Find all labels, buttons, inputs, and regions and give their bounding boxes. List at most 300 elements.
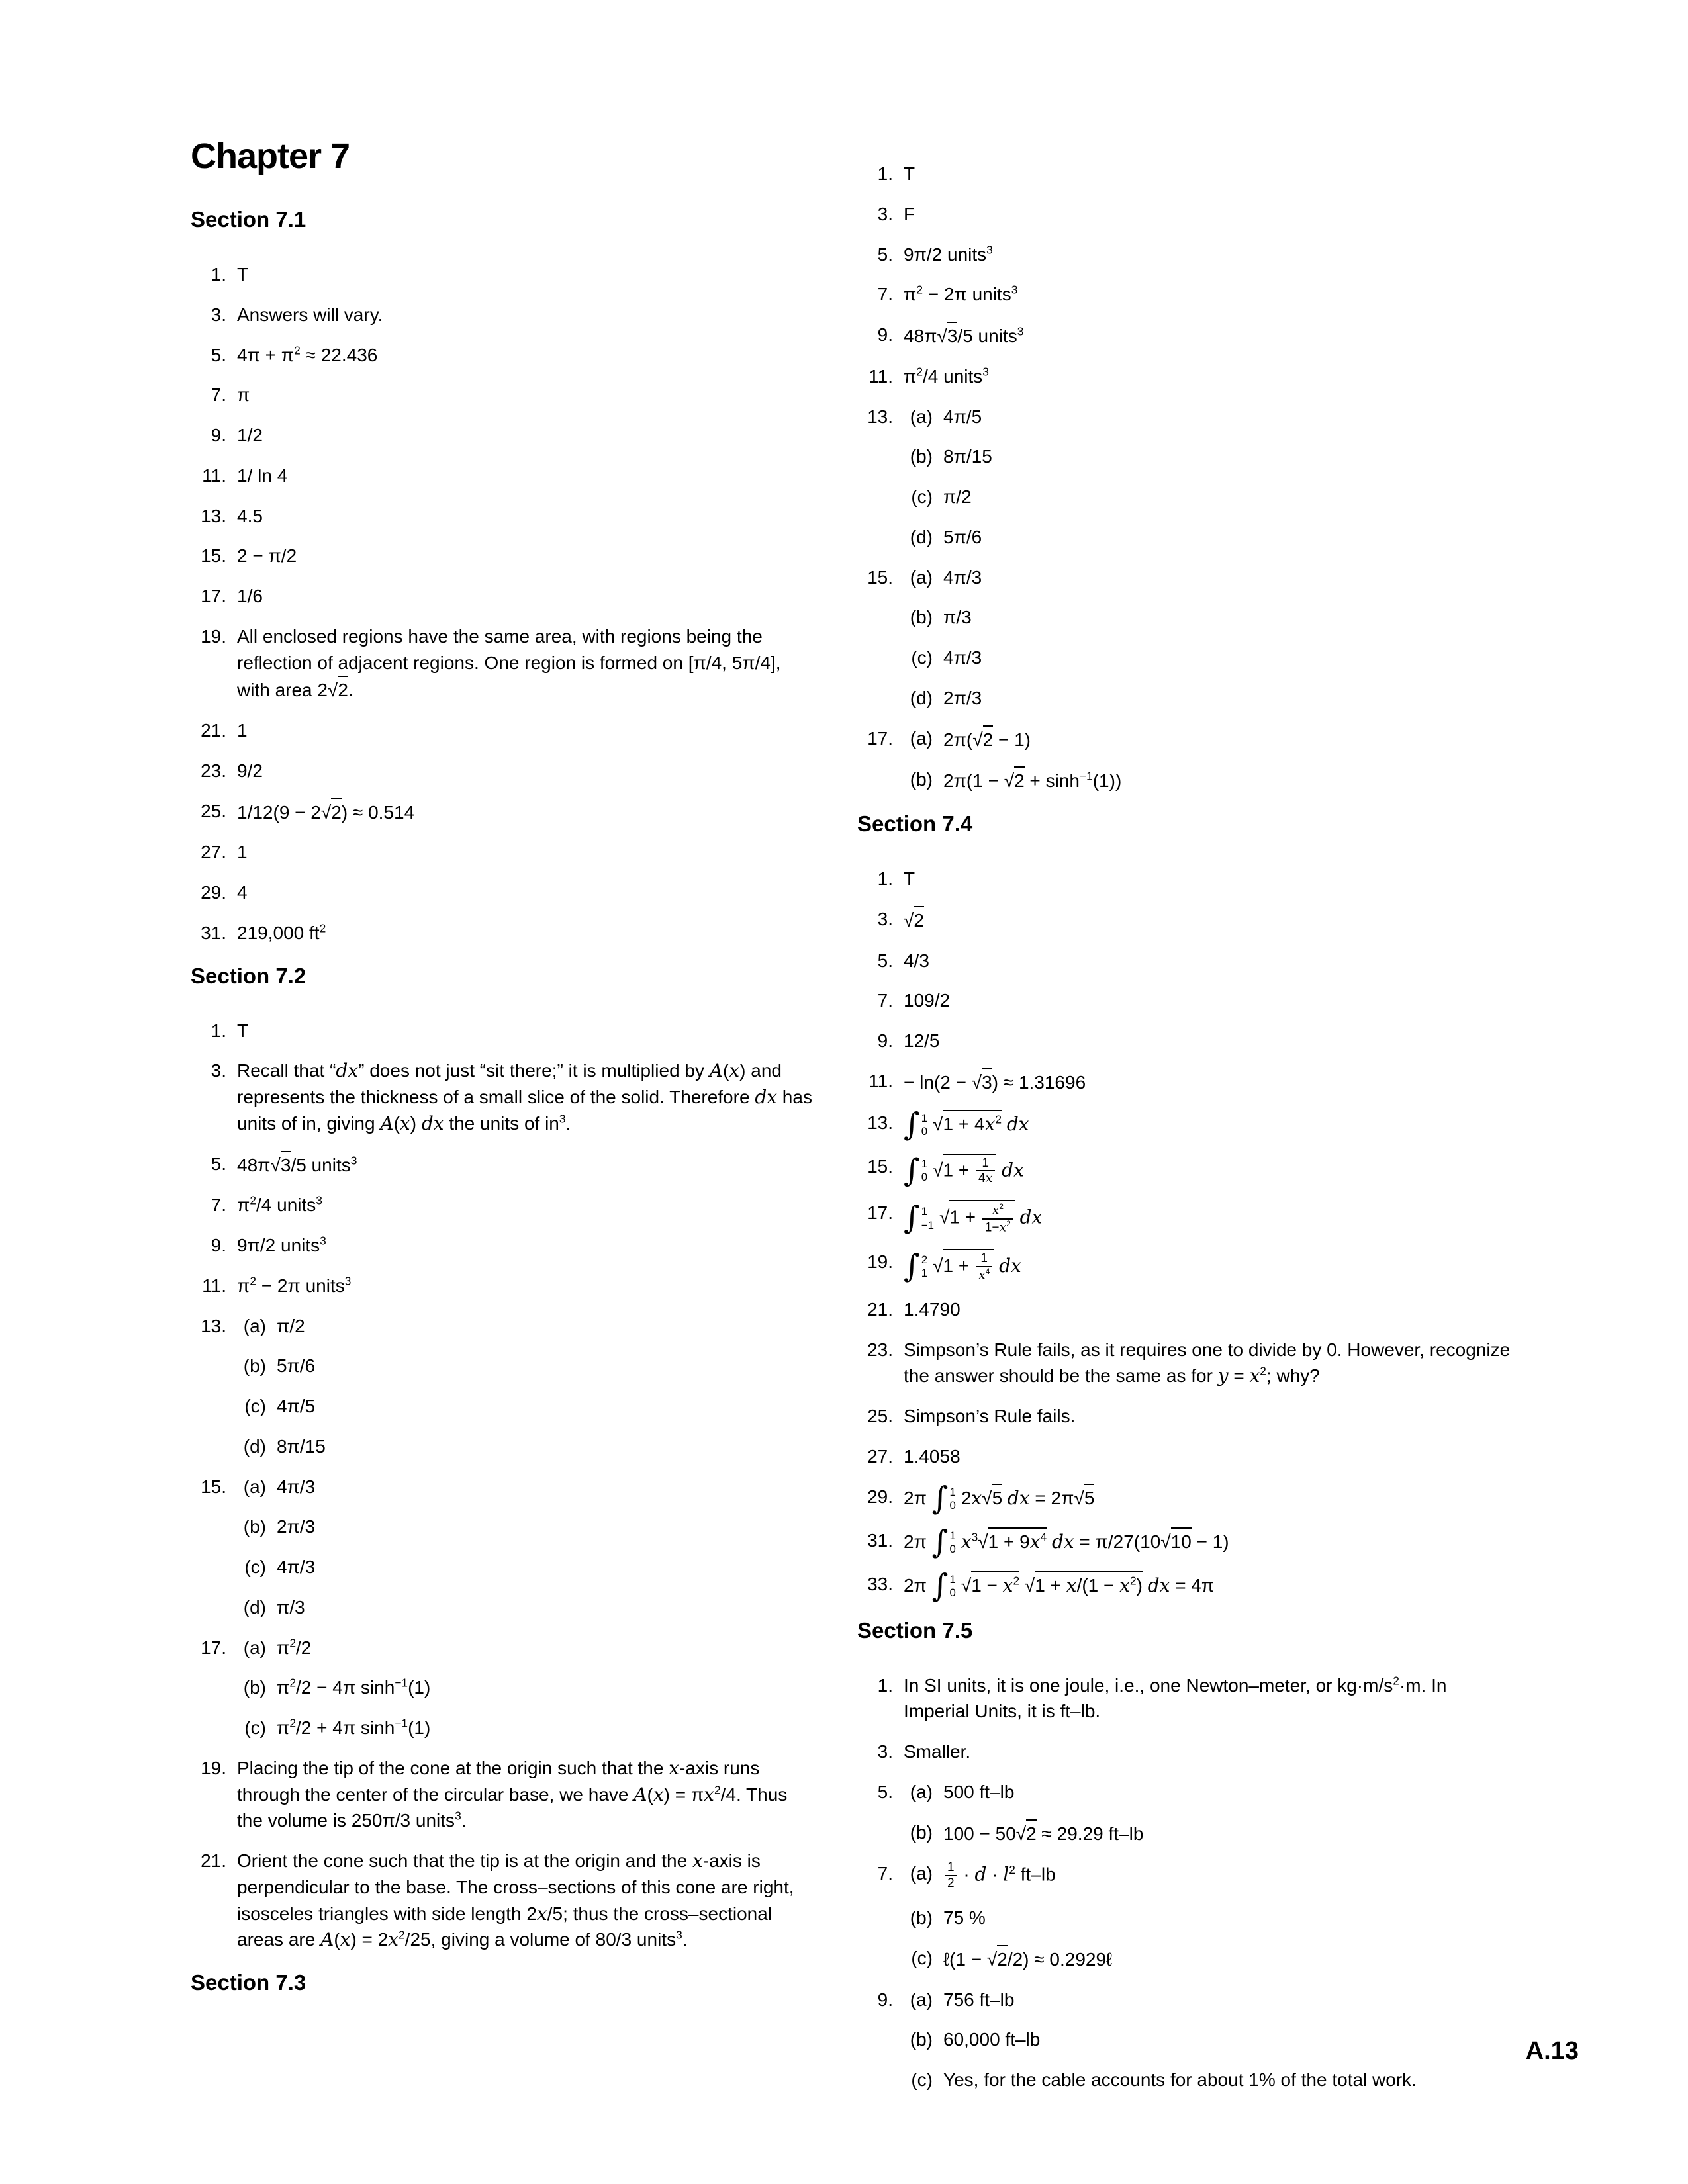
answer-item (857, 363, 1516, 390)
item-number: 17. (867, 727, 893, 749)
item-number: 17. (867, 1203, 893, 1224)
sub-item-label: (a) (243, 1315, 266, 1336)
sub-item-text: 2π/3 (943, 687, 982, 708)
item-number: 13. (867, 1112, 893, 1133)
item-number: 7. (877, 990, 893, 1011)
sub-item-label: (a) (910, 727, 933, 749)
right-column (857, 161, 1516, 2107)
item-body (904, 1443, 1516, 1470)
answer-item (191, 1635, 816, 1741)
item-body (904, 565, 1516, 711)
answer-item (191, 1232, 816, 1259)
sub-item-text: 5π/6 (277, 1355, 316, 1377)
sub-item-text: ℓ(1 − √2/2) ≈ 0.2929ℓ (943, 1945, 1112, 1973)
answer-item (191, 261, 816, 288)
left-column (191, 136, 816, 2025)
item-text: $\pi^2 - 2\pi$ units$^3$ (904, 283, 1018, 305)
item-text: 1/ ln 4 (237, 465, 288, 486)
item-text: Placing the tip of the cone at the origin such that the x-axis runs through the center of the circular base, we have $A(x) = \pi x^2/4$. Thus the volume is 250π/3 units$^3$. (237, 1756, 788, 1831)
sub-item-label: (d) (243, 1435, 266, 1457)
item-body (904, 281, 1516, 308)
sub-item-text: 500 ft–lb (943, 1781, 1015, 1802)
item-text: $\pi^2/4$ units$^3$ (904, 365, 989, 387)
sub-item-label: (b) (243, 1355, 266, 1377)
item-body (904, 161, 1516, 187)
item-body (237, 382, 816, 408)
item-body (904, 725, 1516, 795)
sub-item-label: (a) (243, 1476, 266, 1497)
item-number: 13. (867, 406, 893, 427)
item-number: 9. (211, 1235, 226, 1255)
item-text: T (904, 163, 915, 184)
sub-item-text: 4π/3 (943, 567, 982, 588)
item-text: 109/2 (904, 990, 951, 1011)
item-number: 1. (877, 1674, 893, 1696)
answer-item (191, 422, 816, 449)
sub-item (228, 1433, 816, 1460)
answer-item (191, 1192, 816, 1218)
sub-item-text: 2π(√2 − 1) (943, 725, 1031, 753)
sub-item-text: π/3 (277, 1596, 305, 1617)
answer-item (857, 1249, 1516, 1283)
sub-item-text: Yes, for the cable accounts for about 1% of the total work. (943, 2070, 1417, 2091)
item-body (237, 503, 816, 529)
answer-item (857, 565, 1516, 711)
item-number: 15. (867, 1156, 893, 1177)
answer-item (191, 1018, 816, 1044)
answer-item (857, 1154, 1516, 1187)
item-text: 2π ∫ 1 0 2x√5 dx = 2π√5 (904, 1480, 1095, 1517)
item-number: 17. (201, 1637, 226, 1658)
item-number: 21. (867, 1298, 893, 1320)
item-number: 23. (867, 1339, 893, 1360)
item-number: 5. (877, 950, 893, 971)
sub-item-label: (c) (244, 1717, 266, 1738)
item-text: 48π√3/5 units$^3$ (904, 322, 1516, 349)
item-text: √2 (904, 906, 1516, 934)
sub-item-text: π/2 (943, 486, 972, 507)
answer-item (857, 242, 1516, 268)
sub-item-label: (c) (911, 486, 933, 507)
sub-item-text: π/3 (943, 607, 972, 628)
item-number: 7. (877, 284, 893, 305)
sub-item-label: (a) (243, 1637, 266, 1658)
sub-item (894, 404, 1516, 430)
item-text: T (237, 1020, 249, 1041)
item-body (237, 543, 816, 569)
item-text: π (237, 385, 250, 406)
sub-item (228, 1313, 816, 1340)
sub-item-text: 4π/3 (277, 1476, 316, 1497)
sub-item (894, 604, 1516, 631)
sub-item-label: (c) (911, 2070, 933, 2091)
sub-item (228, 1594, 816, 1621)
item-body (904, 987, 1516, 1014)
item-body (237, 1313, 816, 1460)
answer-item (857, 1739, 1516, 1765)
item-number: 5. (211, 1153, 226, 1174)
item-number: 9. (877, 324, 893, 345)
answer-item (857, 1106, 1516, 1143)
sub-item-text: 60,000 ft–lb (943, 2029, 1041, 2050)
answer-item (191, 839, 816, 866)
sub-item (894, 2026, 1516, 2053)
sub-item (894, 565, 1516, 591)
item-text: In SI units, it is one joule, i.e., one Newton–meter, or $kg\cdot m/s^2\cdot m$. In Imperial Units, it is ft–lb. (904, 1674, 1447, 1722)
sub-item-label: (c) (911, 647, 933, 668)
sub-item-text: 756 ft–lb (943, 1989, 1015, 2010)
item-number: 3. (211, 1060, 226, 1081)
sub-item (894, 725, 1516, 753)
item-body (904, 1480, 1516, 1517)
answer-item (857, 1443, 1516, 1470)
sub-item (894, 443, 1516, 470)
sub-item-label: (c) (244, 1557, 266, 1577)
sub-item-label: (b) (910, 1907, 933, 1929)
sub-item-label: (b) (243, 1677, 266, 1698)
item-number: 9. (877, 1989, 893, 2010)
answer-item (191, 1151, 816, 1179)
item-number: 19. (867, 1251, 893, 1272)
sub-item-text: 4π/3 (943, 647, 982, 668)
sub-item-label: (d) (243, 1596, 266, 1617)
sub-item-label: (a) (910, 1989, 933, 2010)
item-text: $4\pi + \pi^2 \approx 22.436$ (237, 343, 378, 365)
answer-item (191, 758, 816, 784)
item-text: 4/3 (904, 950, 929, 971)
item-text: ∫ 1 0 $√1 + 4x^2$ dx (904, 1106, 1029, 1143)
item-text: 9π/2 units$^3$ (904, 243, 993, 265)
sub-item-label: (b) (243, 1516, 266, 1537)
section-heading: Section 7.1 (191, 207, 306, 232)
sub-item-text: $\pi^2/2 - 4\pi$ $\sinh^{-1}(1)$ (277, 1676, 431, 1698)
item-body (904, 906, 1516, 934)
item-text: − ln(2 − √3) ≈ 1.31696 (904, 1068, 1516, 1096)
item-text: 1 (237, 720, 248, 741)
item-body (237, 717, 816, 744)
item-body (904, 242, 1516, 268)
item-text: $\pi^2/4$ units$^3$ (237, 1193, 322, 1216)
sub-item-label: (b) (910, 607, 933, 628)
answer-item (857, 281, 1516, 308)
sub-item-label: (a) (910, 1781, 933, 1802)
item-text: ∫ 2 1 √1 + $\frac{1}{x^4}$ dx (904, 1248, 1021, 1285)
answer-item (857, 906, 1516, 934)
item-text: T (237, 264, 249, 285)
section-heading: Section 7.2 (191, 963, 306, 988)
item-number: 11. (868, 1070, 893, 1091)
item-number: 15. (867, 567, 893, 588)
answer-item (191, 503, 816, 529)
item-body (237, 1635, 816, 1741)
answer-item (191, 583, 816, 610)
item-text: 2π ∫ 1 0 $√1 - x^2$ $√1 + x/(1 - x^2)$ dx = 4π (904, 1567, 1215, 1604)
answer-item (857, 201, 1516, 228)
sub-item-text: 4π/3 (277, 1557, 316, 1577)
item-text: 4.5 (237, 505, 263, 526)
item-number: 29. (867, 1486, 893, 1507)
item-number: 5. (877, 1781, 893, 1802)
item-text: $\pi^2 - 2\pi$ units$^3$ (237, 1274, 352, 1296)
answer-item (191, 1313, 816, 1460)
item-body (904, 1297, 1516, 1323)
answer-item (191, 880, 816, 906)
sub-item-label: (b) (910, 446, 933, 467)
answer-item (857, 161, 1516, 187)
sub-item (228, 1393, 816, 1420)
item-number: 21. (201, 1850, 226, 1871)
sub-item-text: 4π/5 (277, 1396, 316, 1416)
sub-item-text: π/2 (277, 1315, 305, 1336)
answer-item (191, 1755, 816, 1834)
item-text: 9/2 (237, 760, 263, 781)
sub-item-label: (d) (910, 526, 933, 547)
answer-item (191, 463, 816, 489)
item-body (237, 839, 816, 866)
sub-item (894, 1860, 1516, 1891)
answer-item (857, 1403, 1516, 1430)
answer-item (857, 1672, 1516, 1725)
sub-item (894, 484, 1516, 510)
item-body (237, 1018, 816, 1044)
item-body (237, 261, 816, 288)
item-number: 7. (877, 1863, 893, 1884)
item-number: 9. (877, 1030, 893, 1051)
sub-item-label: (a) (910, 1863, 933, 1884)
section-heading: Section 7.3 (191, 1970, 306, 1995)
sub-item-label: (a) (910, 567, 933, 588)
item-text: 219,000 $ft^2$ (237, 921, 326, 943)
item-body (237, 302, 816, 328)
sub-item (894, 685, 1516, 711)
item-body (237, 1273, 816, 1299)
item-text: Orient the cone such that the tip is at the origin and the x-axis is perpendicular to the base. The cross–sections of this cone are right, isosceles triangles with side length 2x/5; thus the cross–sectional areas are $A(x) = 2x^2/25$, giving a volume of 80/3 units$^3$. (237, 1850, 794, 1951)
section-heading: Section 7.4 (857, 811, 973, 836)
sub-item-label: (b) (910, 769, 933, 790)
answer-item (857, 1524, 1516, 1561)
answer-item (857, 987, 1516, 1014)
answer-item (857, 1337, 1516, 1390)
item-number: 19. (201, 625, 226, 647)
sub-item-text: 8π/15 (277, 1435, 326, 1457)
item-number: 3. (877, 203, 893, 224)
item-body (904, 948, 1516, 974)
sub-item (228, 1514, 816, 1540)
answer-item (857, 866, 1516, 892)
answer-item (857, 1480, 1516, 1517)
item-body (237, 463, 816, 489)
item-number: 23. (201, 760, 226, 781)
sub-item-label: (a) (910, 406, 933, 427)
item-text: 9π/2 units$^3$ (237, 1234, 326, 1255)
sub-item (894, 1987, 1516, 2013)
item-number: 33. (867, 1573, 893, 1594)
item-body (904, 404, 1516, 551)
item-text: ∫ 1 0 √1 + $\frac{1}{4x}$ dx (904, 1152, 1024, 1189)
section-heading: Section 7.5 (857, 1617, 973, 1643)
item-text: 2 − π/2 (237, 545, 297, 567)
answer-item (857, 725, 1516, 795)
item-text: 4 (237, 882, 248, 903)
page-number: A.13 (1525, 2037, 1579, 2065)
sub-item (894, 524, 1516, 551)
item-body (904, 866, 1516, 892)
item-number: 1. (877, 868, 893, 889)
item-number: 25. (867, 1406, 893, 1427)
answer-item (191, 798, 816, 826)
answer-item (857, 1068, 1516, 1096)
answer-item (191, 1474, 816, 1621)
sub-item (228, 1635, 816, 1661)
item-text: Smaller. (904, 1741, 971, 1762)
item-body (237, 583, 816, 610)
item-number: 31. (867, 1529, 893, 1551)
sub-item-text: 75 % (943, 1907, 986, 1929)
item-number: 29. (201, 882, 226, 903)
sub-item (228, 1353, 816, 1379)
item-body (237, 1848, 816, 1953)
item-body (904, 363, 1516, 390)
item-number: 3. (877, 1741, 893, 1762)
answer-item (857, 322, 1516, 349)
item-body (904, 1779, 1516, 1847)
sub-item (894, 2067, 1516, 2093)
item-number: 21. (201, 720, 226, 741)
sub-item (228, 1474, 816, 1500)
answer-item (857, 1567, 1516, 1604)
sub-item-label: (c) (244, 1396, 266, 1416)
item-text: 48π√3/5 units$^3$ (237, 1151, 816, 1179)
item-number: 7. (211, 1195, 226, 1216)
sub-item-label: (d) (910, 687, 933, 708)
sub-item-text: 4π/5 (943, 406, 982, 427)
item-text: Answers will vary. (237, 304, 383, 325)
item-body (237, 1232, 816, 1259)
sub-item (894, 645, 1516, 671)
item-body (904, 1106, 1516, 1143)
item-number: 25. (201, 800, 226, 821)
item-text: Simpson’s Rule fails, as it requires one to divide by 0. However, recognize the answer should be the same as for $y = x^2$; why? (904, 1339, 1511, 1387)
sub-item-text: 2π/3 (277, 1516, 316, 1537)
answer-item (857, 1200, 1516, 1237)
item-text: 1.4058 (904, 1445, 961, 1467)
answer-item (191, 1058, 816, 1136)
chapter-title: Chapter 7 (191, 136, 350, 176)
sub-item (894, 1945, 1516, 1973)
item-body (237, 758, 816, 784)
item-number: 19. (201, 1757, 226, 1778)
item-number: 1. (211, 1020, 226, 1041)
item-body (237, 798, 816, 826)
item-number: 13. (201, 1315, 226, 1336)
sub-item-label: (b) (910, 2029, 933, 2050)
item-text: 1/2 (237, 425, 263, 445)
item-number: 11. (868, 365, 893, 387)
item-body (237, 422, 816, 449)
item-number: 9. (211, 425, 226, 445)
item-number: 3. (211, 304, 226, 325)
item-body (904, 322, 1516, 349)
item-number: 27. (201, 842, 226, 863)
sub-item-label: (b) (910, 1821, 933, 1843)
item-number: 3. (877, 908, 893, 929)
item-number: 1. (211, 264, 226, 285)
item-body (904, 201, 1516, 228)
item-body (237, 623, 816, 704)
item-body (904, 1249, 1516, 1283)
item-body (237, 1192, 816, 1218)
item-number: 27. (867, 1445, 893, 1467)
item-text: 1 (237, 842, 248, 863)
item-number: 31. (201, 922, 226, 943)
sub-item (894, 766, 1516, 794)
item-number: 7. (211, 385, 226, 406)
item-number: 5. (211, 344, 226, 365)
sub-item-text: $\pi^2/2 + 4\pi$ $\sinh^{-1}(1)$ (277, 1716, 431, 1738)
sub-item-text: 8π/15 (943, 446, 992, 467)
item-number: 11. (202, 1275, 226, 1296)
answer-item (857, 404, 1516, 551)
item-number: 17. (201, 586, 226, 606)
item-number: 5. (877, 244, 893, 265)
item-text: Simpson’s Rule fails. (904, 1406, 1076, 1427)
item-text: Recall that “dx” does not just “sit there;” it is multiplied by A(x) and represents the thickness of a small slice of the solid. Therefore dx has units of in, giving A(x) dx the units of $in^3$. (237, 1060, 812, 1134)
item-body (904, 1068, 1516, 1096)
sub-item (228, 1674, 816, 1701)
item-body (904, 1672, 1516, 1725)
item-body (904, 1567, 1516, 1604)
item-number: 1. (877, 163, 893, 184)
item-body (237, 880, 816, 906)
item-number: 13. (201, 505, 226, 526)
item-body (237, 1151, 816, 1179)
item-body (904, 1403, 1516, 1430)
item-body (237, 1755, 816, 1834)
answer-item (857, 1860, 1516, 1972)
answer-item (191, 543, 816, 569)
item-text: F (904, 203, 915, 224)
answer-item (857, 1028, 1516, 1054)
sub-item-text: $\frac{1}{2}$ · $d \cdot l^2$ ft–lb (943, 1860, 1056, 1891)
item-number: 15. (201, 1476, 226, 1497)
item-text: All enclosed regions have the same area, with regions being the reflection of adjacent regions. One region is formed on [π/4, 5π/4], with area 2√2. (237, 625, 781, 701)
item-text: 1/6 (237, 586, 263, 606)
answer-item (191, 302, 816, 328)
sub-item-text: $\pi^2/2$ (277, 1636, 312, 1658)
answer-item (191, 1273, 816, 1299)
sub-item (894, 1905, 1516, 1931)
sub-item (894, 1779, 1516, 1805)
sub-item-label: (c) (911, 1947, 933, 1968)
item-body (237, 920, 816, 946)
item-body (904, 1337, 1516, 1390)
sub-item-text: $2\pi(1 - √2 + \sinh^{-1}(1))$ (943, 766, 1121, 794)
item-body (904, 1739, 1516, 1765)
item-number: 15. (201, 545, 226, 567)
answer-item (191, 717, 816, 744)
sub-item (228, 1715, 816, 1741)
item-body (904, 1524, 1516, 1561)
sub-item-text: 100 − 50√2 ≈ 29.29 ft–lb (943, 1819, 1143, 1847)
item-body (904, 1028, 1516, 1054)
answer-item (857, 1987, 1516, 2093)
answer-item (857, 1297, 1516, 1323)
item-text: T (904, 868, 915, 889)
sub-item (228, 1554, 816, 1580)
item-number: 11. (202, 465, 226, 486)
item-body (904, 1154, 1516, 1187)
item-text: 1.4790 (904, 1298, 961, 1320)
